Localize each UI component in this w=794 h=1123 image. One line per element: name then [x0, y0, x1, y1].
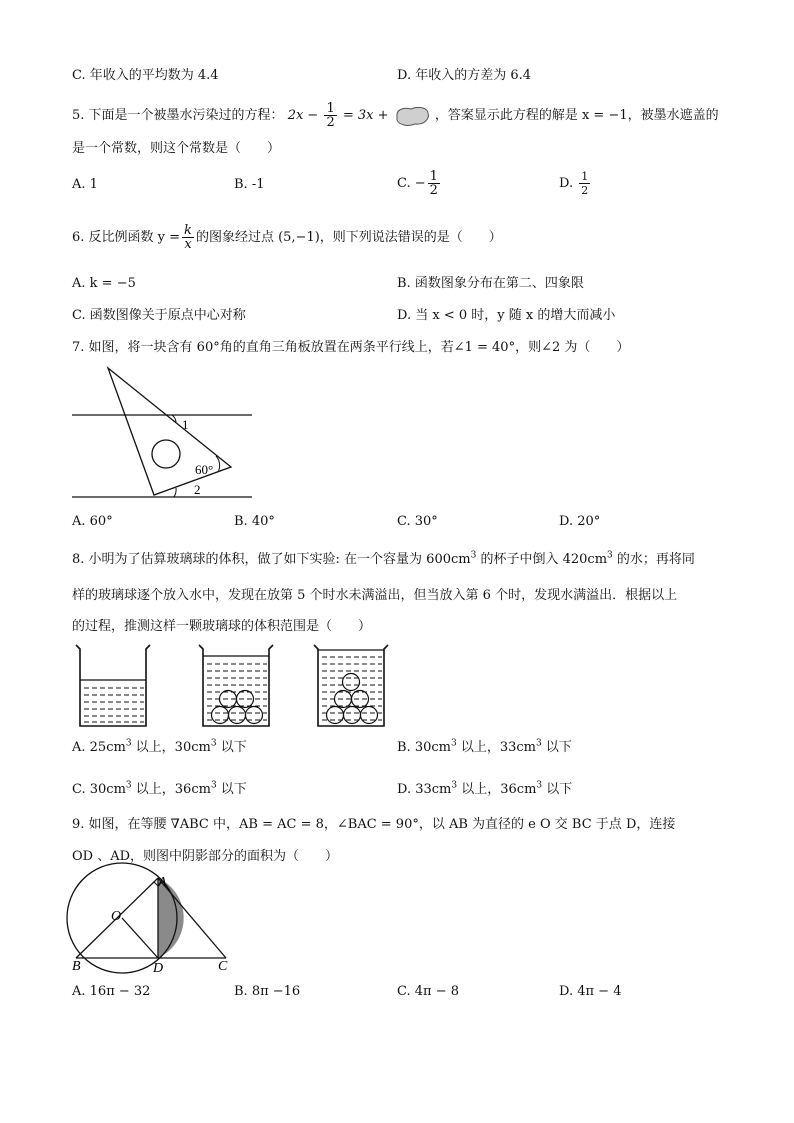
q9-option-c: C. 4π − 8: [397, 984, 459, 999]
q4-option-d: D. 年收入的方差为 6.4: [397, 68, 532, 83]
q9-circle-figure: [66, 868, 246, 976]
q9-stem-line1: 9. 如图，在等腰 ∇ABC 中，AB = AC = 8，∠BAC = 90°，以 AB 为直径的 e O 交 BC 于点 D，连接: [72, 817, 676, 832]
q7-stem: 7. 如图，将一块含有 60°角的直角三角板放置在两条平行线上，若∠1 = 40°，则∠2 为（ ）: [72, 340, 630, 355]
q6-option-d: D. 当 x < 0 时，y 随 x 的增大而减小: [397, 308, 616, 323]
q5-option-c: C. − $\frac{1}{2}$: [397, 169, 438, 198]
ink-blot-icon: [393, 105, 431, 127]
q5-suffix: ，答案显示此方程的解是 x = −1，被墨水遮盖的: [434, 108, 719, 123]
q5-prefix: 5. 下面是一个被墨水污染过的方程：: [72, 108, 284, 123]
q7-label-2: 2: [194, 482, 201, 497]
q5-stem-line2: 是一个常数，则这个常数是（ ）: [72, 141, 281, 156]
q5-eq-a: 2x −: [287, 108, 319, 123]
q9-option-d: D. 4π − 4: [559, 984, 622, 999]
q6-stem: 6. 反比例函数 y = $\frac{k}{x}$ 的图象经过点 (5,−1)，则下列说法错误的是（ ）: [72, 223, 502, 252]
q7-label-60: 60°: [195, 462, 214, 477]
q8-stem-line1: 8. 小明为了估算玻璃球的体积，做了如下实验: 在一个容量为 $600cm^3$ 的杯子中倒入 $420cm^3$ 的水；再将同: [72, 550, 695, 567]
q8-stem-line2: 样的玻璃球逐个放入水中，发现在放第 5 个时水未满溢出，但当放入第 6 个时，发现水满溢出．根据以上: [72, 588, 678, 603]
q5-stem-line1: [72, 102, 719, 129]
q8-option-d: D. $33cm^3$ 以上，$36cm^3$ 以下: [397, 780, 573, 797]
q7-option-a: A. 60°: [72, 514, 113, 529]
q8-option-a: A. $25cm^3$ 以上，$30cm^3$ 以下: [72, 738, 247, 755]
q9-label-a: A: [158, 875, 167, 890]
q7-label-1: 1: [182, 417, 189, 432]
q9-option-a: A. 16π − 32: [72, 984, 151, 999]
q7-option-b: B. 40°: [234, 514, 275, 529]
q8-option-b: B. $30cm^3$ 以上，$33cm^3$ 以下: [397, 738, 572, 755]
q5-half-fraction: $\frac{1}{2}$: [326, 101, 335, 130]
q7-option-c: C. 30°: [397, 514, 438, 529]
q8-stem-line3: 的过程，推测这样一颗玻璃球的体积范围是（ ）: [72, 619, 372, 634]
q5-option-b: B. -1: [234, 177, 265, 192]
q9-label-c: C: [218, 959, 228, 974]
q5-eq-b: = 3x +: [342, 108, 389, 123]
q9-stem-line2: OD 、AD，则图中阴影部分的面积为（ ）: [72, 849, 339, 864]
q9-label-d: D: [153, 961, 164, 976]
q9-option-b: B. 8π −16: [234, 984, 301, 999]
q6-option-b: B. 函数图象分布在第二、四象限: [397, 276, 584, 291]
q5-option-a: A. 1: [72, 177, 98, 192]
q7-option-d: D. 20°: [559, 514, 601, 529]
q6-option-c: C. 函数图像关于原点中心对称: [72, 308, 246, 323]
q8-option-c: C. $30cm^3$ 以上，$36cm^3$ 以下: [72, 780, 247, 797]
q8-beaker-figure-1: [74, 642, 154, 730]
q4-option-c: C. 年收入的平均数为 4.4: [72, 68, 219, 83]
q7-triangle-figure: [68, 362, 258, 504]
q9-label-b: B: [72, 959, 81, 974]
q8-beaker-figure-2: [197, 642, 277, 730]
q5-option-d: D. $\frac{1}{2}$: [559, 170, 589, 197]
q8-beaker-figure-3: [312, 642, 392, 730]
q9-label-o: O: [111, 909, 122, 924]
q6-option-a: A. k = −5: [72, 276, 136, 291]
